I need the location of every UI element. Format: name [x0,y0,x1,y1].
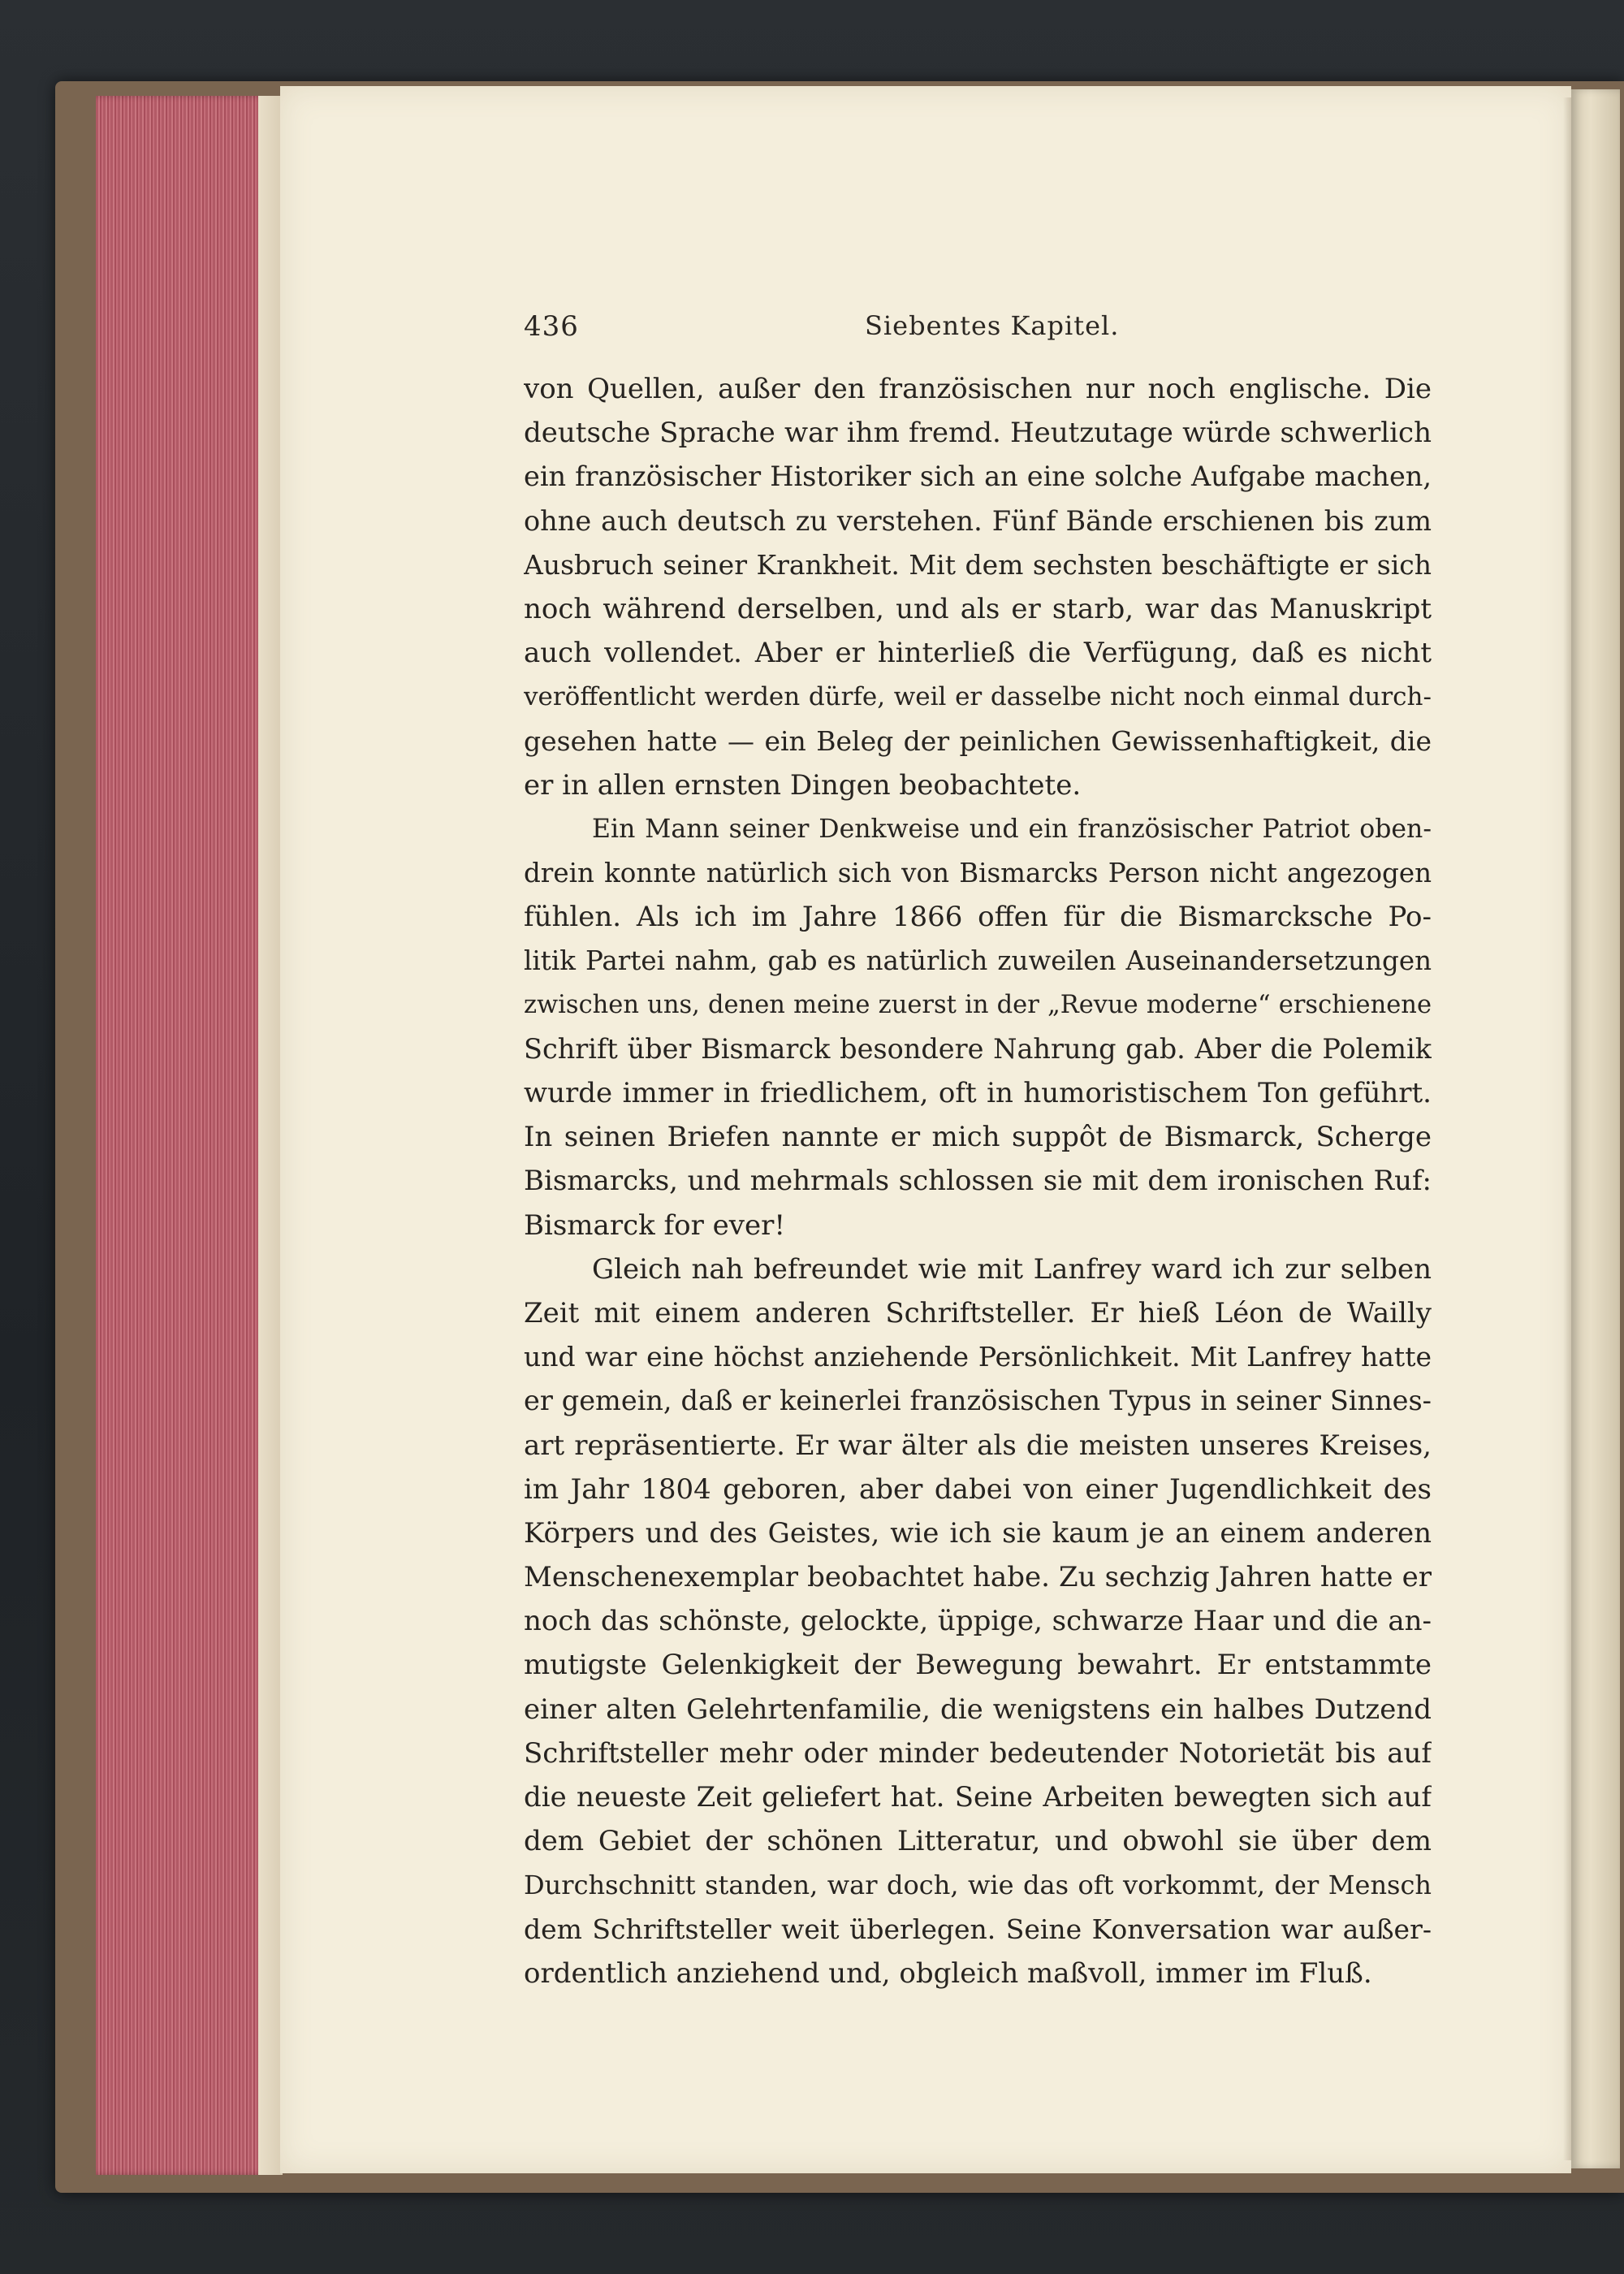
text-line: zwischen uns, denen meine zuerst in der „Revue moderne“ erschienene [524,990,1432,1019]
text-line: die neueste Zeit geliefert hat. Seine Arbeiten bewegten sich auf [524,1781,1432,1814]
text-line: ohne auch deutsch zu verstehen. Fünf Bände erschienen bis zum [524,504,1432,537]
text-line: noch das schönste, gelockte, üppige, schwarze Haar und die an- [524,1605,1432,1638]
text-line: veröffentlicht werden dürfe, weil er dasselbe nicht noch einmal durch- [524,682,1432,712]
text-line: wurde immer in friedlichem, oft in humoristischem Ton geführt. [524,1077,1432,1109]
text-line: und war eine höchst anziehende Persönlichkeit. Mit Lanfrey hatte [524,1341,1432,1373]
text-line: ein französischer Historiker sich an eine solche Aufgabe machen, [524,460,1432,493]
text-line: von Quellen, außer den französischen nur noch englische. Die [524,373,1432,405]
running-head [524,310,1433,349]
page-edges [96,96,283,2175]
body-text [524,367,1432,1995]
text-line: art repräsentierte. Er war älter als die meisten unseres Kreises, [524,1429,1432,1462]
text-line: Gleich nah befreundet wie mit Lanfrey ward ich zur selben [592,1252,1432,1286]
text-line: Menschenexemplar beobachtet habe. Zu sechzig Jahren hatte er [524,1561,1432,1594]
facing-page-edge [1571,89,1620,2168]
text-line: Ein Mann seiner Denkweise und ein französischer Patriot oben- [592,814,1432,844]
page-edges-inner [258,96,283,2175]
text-line: er gemein, daß er keinerlei französischen Typus in seiner Sinnes- [524,1385,1432,1417]
text-line: Körpers und des Geistes, wie ich sie kaum je an einem anderen [524,1516,1432,1550]
text-line: Schrift über Bismarck besondere Nahrung gab. Aber die Polemik [524,1032,1432,1065]
text-line: In seinen Briefen nannte er mich suppôt de Bismarck, Scherge [524,1121,1432,1154]
text-line: deutsche Sprache war ihm fremd. Heutzutage würde schwerlich [524,417,1432,450]
text-line: Ausbruch seiner Krankheit. Mit dem sechsten beschäftigte er sich [524,548,1432,581]
text-line: er in allen ernsten Dingen beobachtete. [524,768,1082,802]
chapter-title: Siebentes Kapitel. [865,310,1120,341]
paragraph [524,1247,1432,1995]
text-line: Bismarcks, und mehrmals schlossen sie mit dem ironischen Ruf: [524,1165,1432,1198]
text-line: noch während derselben, und als er starb, war das Manuskript [524,592,1432,625]
text-line: auch vollendet. Aber er hinterließ die Verfügung, daß es nicht [524,637,1432,670]
page-number: 436 [524,310,579,343]
text-line: dem Schriftsteller weit überlegen. Seine Konversation war außer- [524,1913,1432,1945]
paragraph [524,367,1432,807]
text-line: gesehen hatte — ein Beleg der peinlichen Gewissenhaftigkeit, die [524,724,1432,757]
text-line: einer alten Gelehrtenfamilie, die wenigstens ein halbes Dutzend [524,1693,1432,1726]
text-line: litik Partei nahm, gab es natürlich zuweilen Auseinandersetzungen [524,945,1432,977]
text-line: fühlen. Als ich im Jahre 1866 offen für die Bismarcksche Po- [524,901,1432,934]
text-line: Bismarck for ever! [524,1208,786,1242]
text-line: mutigste Gelenkigkeit der Bewegung bewahrt. Er entstammte [524,1649,1432,1682]
text-line: Zeit mit einem anderen Schriftsteller. Er hieß Léon de Wailly [524,1296,1432,1329]
text-line: Durchschnitt standen, war doch, wie das oft vorkommt, der Mensch [524,1870,1432,1901]
gutter-shadow [1563,97,1571,2160]
text-line: ordentlich anziehend und, obgleich maßvoll, immer im Fluß. [524,1956,1372,1990]
text-line: drein konnte natürlich sich von Bismarcks Person nicht angezogen [524,858,1432,889]
text-line: Schriftsteller mehr oder minder bedeutender Notorietät bis auf [524,1736,1432,1770]
paragraph [524,807,1432,1247]
text-line: im Jahr 1804 geboren, aber dabei von einer Jugendlichkeit des [524,1472,1432,1506]
text-line: dem Gebiet der schönen Litteratur, und obwohl sie über dem [524,1825,1432,1858]
